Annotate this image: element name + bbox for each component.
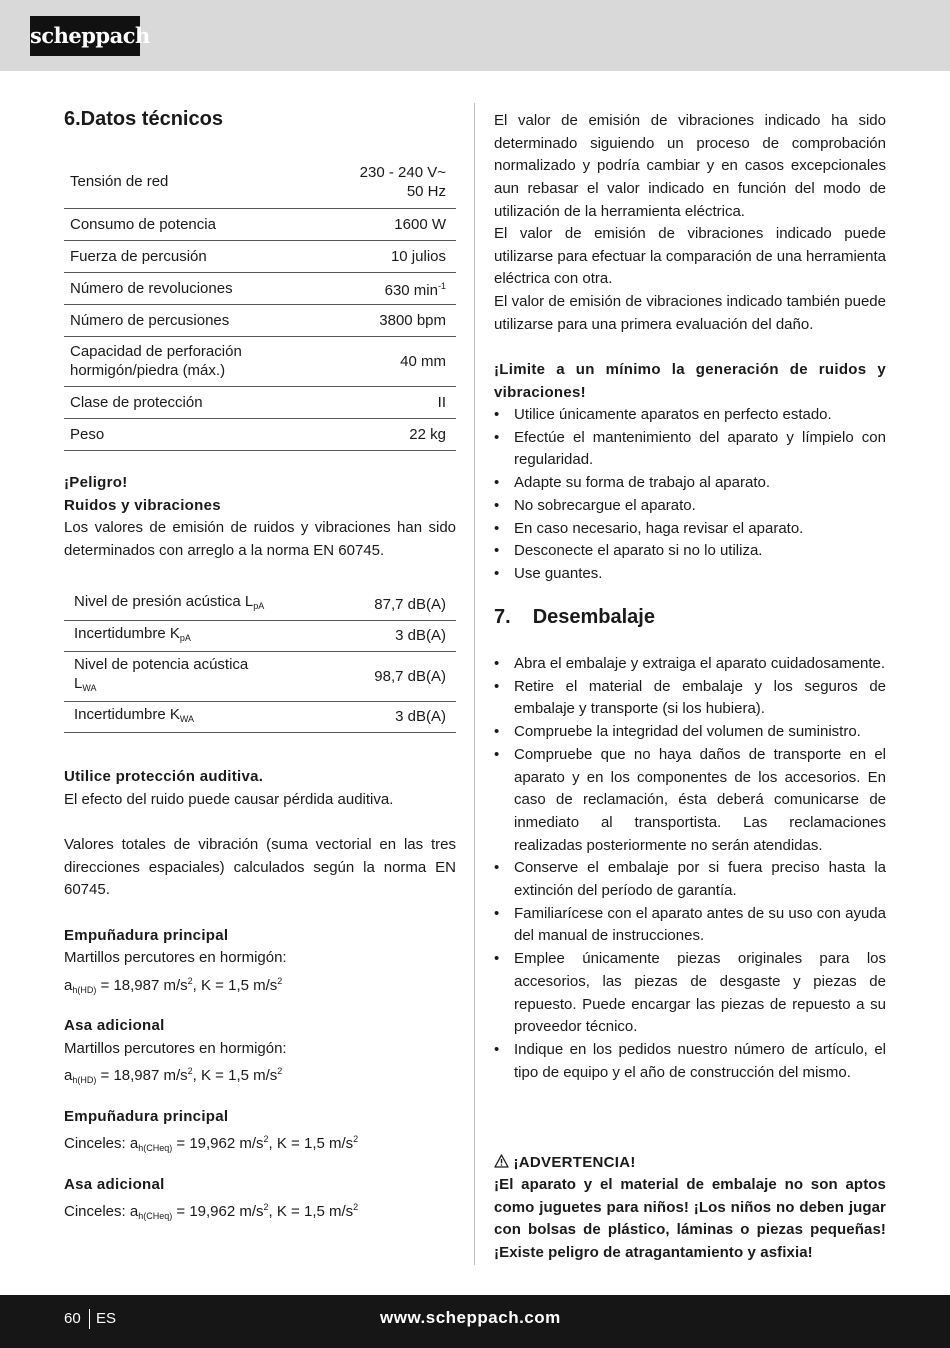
limit-title: ¡Limite a un mínimo la generación de ruidos y vibraciones! — [494, 361, 886, 401]
footer-bar — [0, 1295, 950, 1348]
spec-value: 22 kg — [316, 418, 456, 450]
unpack-list — [494, 653, 886, 1084]
spec-value: 3800 bpm — [316, 304, 456, 336]
list-item: • Familiarícese con el aparato antes de su uso con ayuda del manual de instrucciones. — [494, 903, 886, 948]
list-item: • Compruebe que no haya daños de transporte en el aparato y en los componentes de los accesorios. En caso de reclamación, ésta deberá comunicarse de inmediato al transportista. Las reclamaciones realizadas posteriormente no serán atendidas. — [494, 744, 886, 858]
spec-label: Número de revoluciones — [64, 272, 316, 304]
spec-label: Clase de protección — [64, 386, 316, 418]
noise-row — [64, 651, 456, 701]
vib-formula: Cinceles: $a_{h(CHeq)} = 19,962$ $m/s^2$, K = 1,5 $m/s^2$ — [64, 1202, 359, 1221]
spec-row — [64, 208, 456, 240]
noise-value: 3 dB(A) — [339, 620, 456, 651]
noise-text: Los valores de emisión de ruidos y vibraciones han sido determinados con arreglo a la norma EN 60745. — [64, 519, 456, 559]
danger-title: ¡Peligro! — [64, 474, 128, 491]
list-item: • Desconecte el aparato si no lo utiliza. — [494, 540, 886, 563]
noise-value: 87,7 dB(A) — [339, 589, 456, 620]
header-bar — [0, 0, 950, 71]
spec-value: II — [316, 386, 456, 418]
warning-heading: ¡ADVERTENCIA! — [494, 1152, 886, 1175]
noise-row — [64, 589, 456, 620]
spec-value: 1600 W — [316, 208, 456, 240]
column-divider — [474, 103, 475, 1265]
spec-value: 10 julios — [316, 240, 456, 272]
warning-text: ¡El aparato y el material de embalaje no son aptos como juguetes para niños! ¡Los niños no deben jugar con bolsas de plástico, láminas o piezas pequeñas! ¡Existe peligro de atragantamiento y asfixia! — [494, 1176, 886, 1262]
vibration-paragraph-1: El valor de emisión de vibraciones indicado ha sido determinado siguiendo un proceso de comprobación normalizado y podría cambiar y en casos excepcionales aun rebasar el valor indicado en función del modo de utilización de la herramienta eléctrica. — [494, 112, 886, 220]
limit-list — [494, 404, 886, 586]
website-link[interactable]: www.scheppach.com — [380, 1308, 561, 1327]
noise-value: 98,7 dB(A) — [339, 651, 456, 701]
spec-row — [64, 272, 456, 304]
list-item: • Conserve el embalaje por si fuera preciso hasta la extinción del período de garantía. — [494, 857, 886, 902]
spec-row — [64, 336, 456, 386]
spec-label: Capacidad de perforación hormigón/piedra (máx.) — [64, 336, 316, 386]
vibration-paragraph-3: El valor de emisión de vibraciones indicado también puede utilizarse para una primera evaluación del daño. — [494, 293, 886, 333]
spec-label: Número de percusiones — [64, 304, 316, 336]
hearing-text: El efecto del ruido puede causar pérdida auditiva. — [64, 791, 394, 808]
noise-label: Incertidumbre $K_{pA}$ — [64, 620, 339, 651]
noise-label: Nivel de potencia acústica $L_{WA}$ — [64, 651, 339, 701]
spec-value: 40 mm — [316, 336, 456, 386]
noise-row — [64, 620, 456, 651]
spec-value: 630 $\min^{-1}$ — [316, 272, 456, 304]
scheppach-logo: scheppach — [30, 16, 140, 56]
vib-formula: Cinceles: $a_{h(CHeq)} = 19,962$ $m/s^2$, K = 1,5 $m/s^2$ — [64, 1134, 359, 1153]
vib-formula: $a_{h(HD)} = 18,987$ $m/s^2$, K = 1,5 $m/s^2$ — [64, 1066, 283, 1085]
vib-line: Martillos percutores en hormigón: — [64, 949, 287, 966]
list-item: • Efectúe el mantenimiento del aparato y límpielo con regularidad. — [494, 427, 886, 472]
vibration-text: Valores totales de vibración (suma vectorial en las tres direcciones espaciales) calculados según la norma EN 60745. — [64, 836, 456, 899]
page-separator — [89, 1309, 90, 1329]
list-item: • Abra el embalaje y extraiga el aparato cuidadosamente. — [494, 653, 886, 676]
vib-title: Asa adicional — [64, 1176, 165, 1193]
specs-table — [64, 156, 456, 451]
spec-row — [64, 156, 456, 208]
spec-value: 230 - 240 V~ 50 Hz — [316, 156, 456, 208]
noise-value: 3 dB(A) — [339, 701, 456, 732]
page-number: 60 — [64, 1310, 81, 1327]
noise-label: Incertidumbre $K_{WA}$ — [64, 701, 339, 732]
spec-row — [64, 386, 456, 418]
spec-row — [64, 240, 456, 272]
vib-title: Empuñadura principal — [64, 1108, 229, 1125]
warning-triangle-icon — [494, 1154, 509, 1168]
list-item: • Retire el material de embalaje y los seguros de embalaje y transporte (si los hubiera). — [494, 676, 886, 721]
hearing-title: Utilice protección auditiva. — [64, 768, 264, 785]
noise-label: Nivel de presión acústica $L_{pA}$ — [64, 589, 339, 620]
noise-row — [64, 701, 456, 732]
spec-row — [64, 304, 456, 336]
spec-label: Tensión de red — [64, 156, 316, 208]
vib-title: Asa adicional — [64, 1017, 165, 1034]
vib-title: Empuñadura principal — [64, 927, 229, 944]
vib-line: Martillos percutores en hormigón: — [64, 1040, 287, 1057]
list-item: • En caso necesario, haga revisar el aparato. — [494, 518, 886, 541]
list-item: • Adapte su forma de trabajo al aparato. — [494, 472, 886, 495]
list-item: • Indique en los pedidos nuestro número de artículo, el tipo de equipo y el año de construcción del mismo. — [494, 1039, 886, 1084]
list-item: • Emplee únicamente piezas originales para los accesorios, las piezas de desgaste y piezas de repuesto. Puede encargar las piezas de repuesto a su proveedor técnico. — [494, 948, 886, 1039]
section-6-title: 6.Datos técnicos — [64, 108, 223, 130]
spec-label: Consumo de potencia — [64, 208, 316, 240]
list-item: • Utilice únicamente aparatos en perfecto estado. — [494, 404, 886, 427]
spec-label: Peso — [64, 418, 316, 450]
list-item: • Compruebe la integridad del volumen de suministro. — [494, 721, 886, 744]
spec-row — [64, 418, 456, 450]
section-7-title: 7. Desembalaje — [494, 606, 655, 628]
list-item: • Use guantes. — [494, 563, 886, 586]
language-code: ES — [96, 1310, 117, 1327]
list-item: • No sobrecargue el aparato. — [494, 495, 886, 518]
noise-table — [64, 589, 456, 733]
vibration-paragraph-2: El valor de emisión de vibraciones indicado puede utilizarse para efectuar la comparación de una herramienta eléctrica con otra. — [494, 225, 886, 288]
noise-title: Ruidos y vibraciones — [64, 497, 221, 514]
vib-formula: $a_{h(HD)} = 18,987$ $m/s^2$, K = 1,5 $m/s^2$ — [64, 976, 283, 995]
spec-label: Fuerza de percusión — [64, 240, 316, 272]
